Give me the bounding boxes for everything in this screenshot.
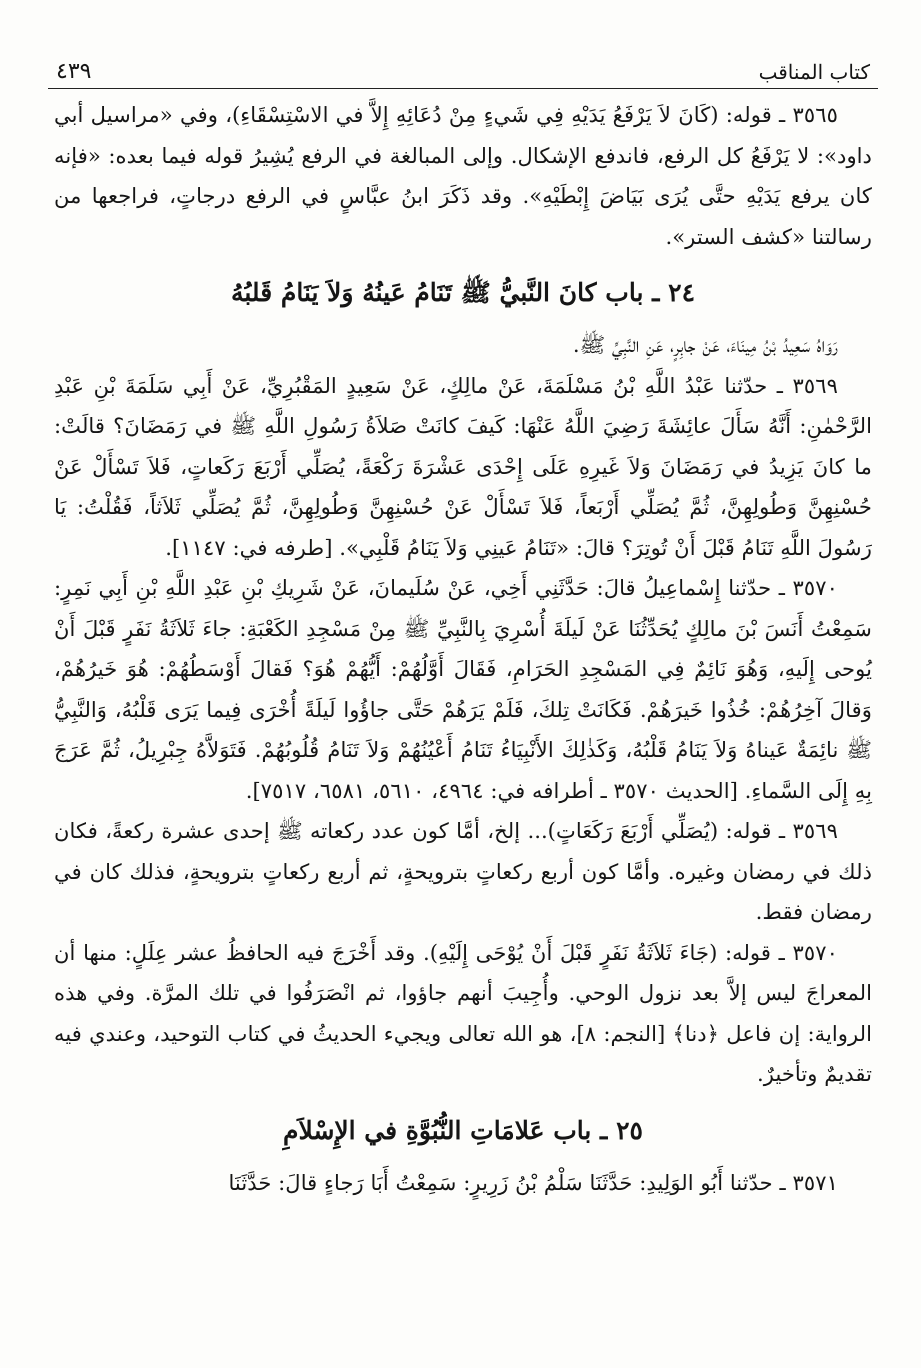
commentary-3569: ٣٥٦٩ ـ قوله: (يُصَلِّي أَرْبَعَ رَكَعَاتٍ)... إلخ، أمَّا كون عدد ركعاته ﷺ إحدى عشرة ركعةً، فكان ذلك في رمضان وغيره. وأمَّا كون أربع ركعاتٍ بترويحةٍ، ثم أربع ركعاتٍ بترويحةٍ، فذلك كان في رمضان فقط. [54,818,872,924]
hadith-3569: ٣٥٦٩ ـ حدّثنا عَبْدُ اللَّهِ بْنُ مَسْلَمَةَ، عَنْ مالِكٍ، عَنْ سَعِيدٍ المَقْبُرِيِّ، عَنْ أَبِي سَلَمَةَ بْنِ عَبْدِ الرَّحْمٰنِ: أَنَّهُ سَأَلَ عائِشَةَ رَضِيَ اللَّهُ عَنْهَا: كَيفَ كانَتْ صَلاَةُ رَسُولِ اللَّهِ ﷺ في رَمَضَانَ؟ قالَتْ: ما كانَ يَزِيدُ في رَمَضَانَ وَلاَ غَيرِهِ عَلَى إِحْدَى عَشْرَةَ رَكْعَةً، يُصَلِّي أَرْبَعَ رَكَعاتٍ، فَلاَ تَسْأَلْ عَنْ حُسْنِهِنَّ وَطُولِهِنَّ، ثُمَّ يُصَلِّي أَرْبَعاً، فَلاَ تَسْأَلْ عَنْ حُسْنِهِنَّ وَطُولِهِنَّ، ثُمَّ يُصَلِّي ثَلاَثاً، فَقُلْتُ: يَا رَسُولَ اللَّهِ تَنَامُ قَبْلَ أَنْ تُوتِرَ؟ قالَ: «تَنَامُ عَينِي وَلاَ يَنَامُ قَلْبِي». [طرفه في: ١١٤٧]. [54,372,872,560]
commentary-3570: ٣٥٧٠ ـ قوله: (جَاءَ ثَلاَثَةُ نَفَرٍ قَبْلَ أَنْ يُوْحَى إِلَيْهِ). وقد أَخْرَجَ فيه الحافظُ عشر عِلَلٍ: منها أن المعراجَ ليس إلاَّ بعد نزول الوحي. وأُجِيبَ أنهم جاؤوا، ثم انْصَرَفُوا في تلك المرَّة. وفي هذه الرواية: إن فاعل ﴿دنا﴾ [النجم: ٨]، هو الله تعالى ويجيء الحديثُ في كتاب التوحيد، وعندي فيه تقديمٌ وتأخيرٌ. [54,939,872,1086]
narration-note: رَوَاهُ سَعِيدُ بْنُ مِينَاءَ، عَنْ جابِرٍ، عَنِ النَّبِيِّ ﷺ. [572,332,838,357]
running-title: كتاب المناقب [758,60,870,84]
chapter-heading-25: ٢٥ ـ باب عَلامَاتِ النُّبُوَّةِ في الإِسْلاَمِ [283,1115,643,1145]
book-page [48,52,878,1203]
hadith-3571: ٣٥٧١ ـ حدّثنا أَبُو الوَلِيدِ: حَدَّثَنَا سَلْمُ بْنُ زَرِيرٍ: سَمِعْتُ أَبَا رَجاءٍ قالَ: حَدَّثَنَا [228,1169,838,1195]
commentary-3565: ٣٥٦٥ ـ قوله: (كَانَ لاَ يَرْفَعُ يَدَيْهِ فِي شَيءٍ مِنْ دُعَائِهِ إِلاَّ في الاسْتِسْقَاءِ)، وفي «مراسيل أبي داود»: لا يَرْفَعُ كل الرفع، فاندفع الإشكال. وإلى المبالغة في الرفع يُشِيرُ قوله فيما بعده: «فإنه كان يرفع يَدَيْهِ حتَّى يُرَى بَيَاضَ إِبْطَيْهِ». وقد ذَكَرَ ابنُ عبَّاسٍ في الرفع درجاتٍ، فراجعها من رسالتنا «كشف الستر». [54,102,872,249]
chapter-heading-24: ٢٤ ـ باب كانَ النَّبيُّ ﷺ تَنَامُ عَينُهُ وَلاَ يَنَامُ قَلبُهُ [230,278,695,307]
page-header [48,52,878,89]
page-number: ٤٣٩ [56,59,92,84]
hadith-3570: ٣٥٧٠ ـ حدّثنا إِسْماعِيلُ قالَ: حَدَّثَنِي أَخِي، عَنْ سُلَيمانَ، عَنْ شَرِيكِ بْنِ عَبْدِ اللَّهِ بْنِ أَبِي نَمِرٍ: سَمِعْتُ أَنَسَ بْنَ مالِكٍ يُحَدِّثُنَا عَنْ لَيلَةَ أُسْرِيَ بِالنَّبِيِّ ﷺ مِنْ مَسْجِدِ الكَعْبَةِ: جاءَ ثَلاَثَةُ نَفَرٍ قَبْلَ أَنْ يُوحى إِلَيهِ، وَهُوَ نَائِمٌ فِي المَسْجِدِ الحَرَامِ، فَقَالَ أَوَّلُهُمْ: أَيُّهُمْ هُوَ؟ فَقالَ أَوْسَطُهُمْ: هُوَ خَيرُهُمْ، وَقالَ آخِرُهُمْ: خُذُوا خَيرَهُمْ. فَكَانَتْ تِلكَ، فَلَمْ يَرَهُمْ حَتَّى جاؤُوا لَيلَةً أُخْرَى فِيما يَرَى قَلْبُهُ، وَالنَّبِيُّ ﷺ نائِمَةٌ عَيناهُ وَلاَ يَنَامُ قَلْبُهُ، وَكَذٰلِكَ الأَنْبِيَاءُ تَنَامُ أَعْيُنُهُمْ وَلاَ تَنَامُ قُلُوبُهُمْ. فَتَوَلاَّهُ جِبْرِيلُ، ثُمَّ عَرَجَ بِهِ إِلَى السَّماءِ. [الحديث ٣٥٧٠ ـ أطرافه في: ٤٩٦٤، ٥٦١٠، ٦٥٨١، ٧٥١٧]. [54,575,872,803]
